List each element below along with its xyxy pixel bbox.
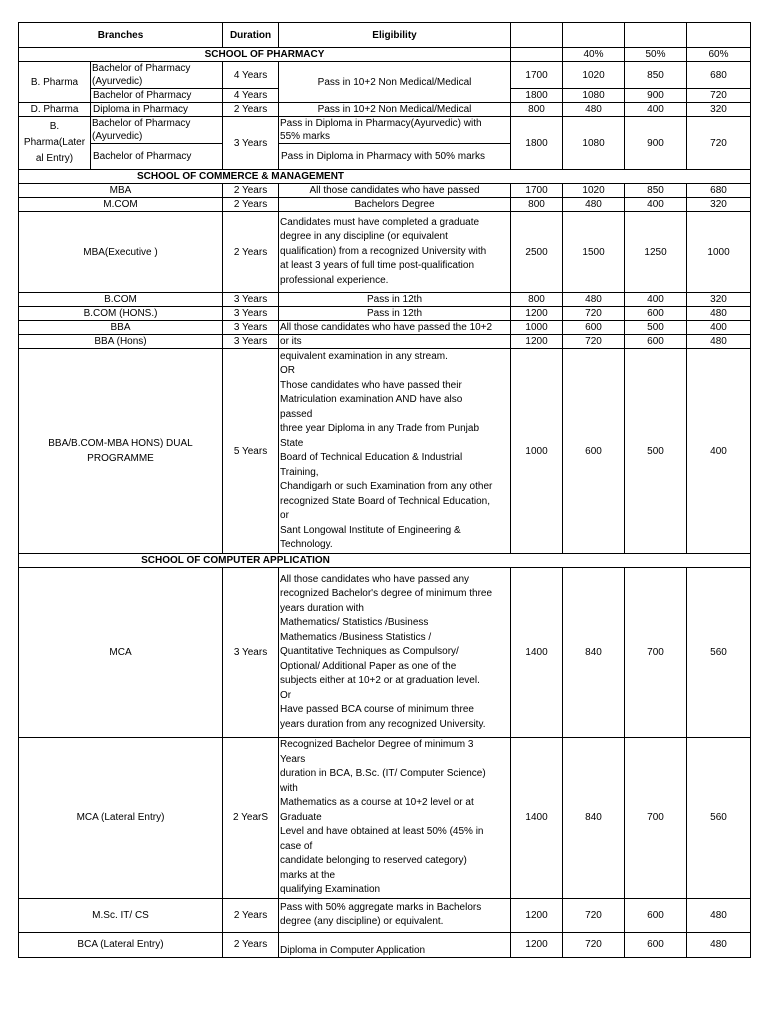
fee-cell: 600 [563,349,625,554]
branch-cell: MCA (Lateral Entry) [19,738,223,899]
fee-cell: 1200 [511,932,563,957]
fee-cell: 900 [625,117,687,170]
fee-cell: 1800 [511,89,563,103]
fee-cell: 1000 [511,349,563,554]
fee-cell: 500 [625,321,687,335]
fee-cell: 720 [563,932,625,957]
eligibility-cell: Pass in 10+2 Non Medical/Medical [279,62,511,103]
duration-cell: 3 Years [223,293,279,307]
branch-cell: B.COM [19,293,223,307]
eligibility-cell: Diploma in Computer Application [279,932,511,957]
fee-cell: 850 [625,184,687,198]
fee-cell: 480 [563,293,625,307]
fee-cell: 2500 [511,212,563,293]
eligibility-cell: All those candidates who have passed any recognized Bachelor's degree of minimum three years duration with Mathematics/ Statistics /Business Mathematics /Business Statistics / Quantitative Techniques as Compulsory/ Optional/ Additional Paper as one of the subjects either at 10+2 or at graduation level. Or Have passed BCA course of minimum three years duration from any recognized University. [279,568,511,738]
fee-cell: 480 [687,898,751,932]
duration-cell: 2 Years [223,932,279,957]
branch-cell: B. Pharma(Later al Entry) [19,117,91,170]
eligibility-cell: All those candidates who have passed the 10+2 [279,321,511,335]
table-row [19,212,751,293]
fee-cell: 400 [687,321,751,335]
branch-cell: BCA (Lateral Entry) [19,932,223,957]
fee-cell: 1400 [511,738,563,899]
fee-cell: 900 [625,89,687,103]
fee-cell: 720 [687,89,751,103]
section-pharmacy: SCHOOL OF PHARMACY [19,48,511,62]
duration-cell: 3 Years [223,321,279,335]
table-row [19,932,751,957]
eligibility-cell: Pass in 12th [279,307,511,321]
fee-cell: 1080 [563,117,625,170]
fee-cell: 1400 [511,568,563,738]
fee-cell: 600 [625,932,687,957]
fee-cell: 1080 [563,89,625,103]
fee-cell: 720 [563,898,625,932]
fee-cell: 400 [625,198,687,212]
fee-cell: 1000 [687,212,751,293]
fee-cell: 480 [687,932,751,957]
fee-cell: 840 [563,738,625,899]
section-row [19,48,751,62]
branch-cell: BBA/B.COM-MBA HONS) DUAL PROGRAMME [19,349,223,554]
course-cell: Bachelor of Pharmacy [91,144,223,170]
fee-cell: 1000 [511,321,563,335]
fee-cell: 480 [687,335,751,349]
duration-cell: 2 Years [223,198,279,212]
branch-cell: MBA(Executive ) [19,212,223,293]
table-row [19,568,751,738]
header-branches: Branches [19,23,223,48]
pct-40: 40% [563,48,625,62]
fee-cell: 680 [687,184,751,198]
pct-60: 60% [687,48,751,62]
fee-cell: 850 [625,62,687,89]
eligibility-cell: Pass in Diploma in Pharmacy with 50% marks [279,144,511,170]
fee-cell: 720 [687,117,751,170]
table-row [19,184,751,198]
eligibility-cell: Pass in 10+2 Non Medical/Medical [279,103,511,117]
duration-cell: 4 Years [223,62,279,89]
table-row [19,293,751,307]
duration-cell: 2 YearS [223,738,279,899]
duration-cell: 3 Years [223,335,279,349]
fee-cell: 480 [563,103,625,117]
fee-cell: 1200 [511,307,563,321]
fee-cell: 700 [625,568,687,738]
fee-cell: 600 [625,898,687,932]
eligibility-cell: All those candidates who have passed [279,184,511,198]
duration-cell: 5 Years [223,349,279,554]
fee-cell: 800 [511,198,563,212]
table-row [19,62,751,89]
header-row [19,23,751,48]
eligibility-cell: Pass with 50% aggregate marks in Bachelors degree (any discipline) or equivalent. [279,898,511,932]
duration-cell: 2 Years [223,898,279,932]
fee-cell: 1200 [511,898,563,932]
table-row [19,198,751,212]
fee-cell: 1700 [511,62,563,89]
branch-cell: B.COM (HONS.) [19,307,223,321]
fee-cell: 800 [511,293,563,307]
fee-cell: 1020 [563,62,625,89]
fee-cell: 1800 [511,117,563,170]
section-commerce: SCHOOL OF COMMERCE & MANAGEMENT [19,170,751,184]
fee-cell: 1200 [511,335,563,349]
duration-cell: 4 Years [223,89,279,103]
eligibility-cell: equivalent examination in any stream. OR Those candidates who have passed their Matriculation examination AND have also passed three year Diploma in any Trade from Punjab State Board of Technical Education & Industrial Training, Chandigarh or such Examination from any other recognized State Board of Technical Education, or Sant Longowal Institute of Engineering & Technology. [279,349,511,554]
fee-cell: 1250 [625,212,687,293]
course-cell: Bachelor of Pharmacy (Ayurvedic) [91,117,223,144]
branch-cell: M.COM [19,198,223,212]
fee-structure-table [18,22,751,958]
fee-cell: 720 [563,307,625,321]
duration-cell: 2 Years [223,212,279,293]
duration-cell: 2 Years [223,184,279,198]
fee-cell: 840 [563,568,625,738]
section-row [19,554,751,568]
fee-cell: 720 [563,335,625,349]
branch-cell: B. Pharma [19,62,91,103]
eligibility-cell: Candidates must have completed a graduate degree in any discipline (or equivalent qualification) from a recognized University with at least 3 years of full time post-qualification professional experience. [279,212,511,293]
eligibility-cell: Pass in 12th [279,293,511,307]
fee-cell: 400 [625,293,687,307]
branch-cell: D. Pharma [19,103,91,117]
fee-cell: 500 [625,349,687,554]
duration-cell: 3 Years [223,568,279,738]
branch-cell: BBA [19,321,223,335]
duration-cell: 3 Years [223,117,279,170]
table-row [19,321,751,335]
fee-cell: 1020 [563,184,625,198]
fee-cell: 320 [687,198,751,212]
course-cell: Bachelor of Pharmacy [91,89,223,103]
duration-cell: 2 Years [223,103,279,117]
fee-cell: 600 [563,321,625,335]
course-cell: Diploma in Pharmacy [91,103,223,117]
header-duration: Duration [223,23,279,48]
eligibility-cell: Recognized Bachelor Degree of minimum 3 Years duration in BCA, B.Sc. (IT/ Computer Science) with Mathematics as a course at 10+2 level or at Graduate Level and have obtained at least 50% (45% in case of candidate belonging to reserved category) marks at the qualifying Examination [279,738,511,899]
fee-cell: 480 [687,307,751,321]
fee-cell: 400 [625,103,687,117]
fee-cell: 480 [563,198,625,212]
branch-cell: MBA [19,184,223,198]
table-row [19,898,751,932]
eligibility-cell: or its [279,335,511,349]
fee-cell: 320 [687,293,751,307]
duration-cell: 3 Years [223,307,279,321]
table-row [19,307,751,321]
table-row [19,103,751,117]
pct-50: 50% [625,48,687,62]
eligibility-cell: Pass in Diploma in Pharmacy(Ayurvedic) with 55% marks [279,117,511,144]
fee-cell: 560 [687,738,751,899]
fee-cell: 600 [625,307,687,321]
fee-cell: 1500 [563,212,625,293]
header-eligibility: Eligibility [279,23,511,48]
table-row [19,335,751,349]
eligibility-cell: Bachelors Degree [279,198,511,212]
fee-cell: 600 [625,335,687,349]
table-row [19,738,751,899]
table-row [19,349,751,554]
fee-cell: 1700 [511,184,563,198]
fee-cell: 680 [687,62,751,89]
course-cell: Bachelor of Pharmacy (Ayurvedic) [91,62,223,89]
fee-cell: 400 [687,349,751,554]
fee-cell: 560 [687,568,751,738]
section-row [19,170,751,184]
table-row [19,117,751,144]
fee-cell: 800 [511,103,563,117]
fee-cell: 700 [625,738,687,899]
fee-cell: 320 [687,103,751,117]
branch-cell: M.Sc. IT/ CS [19,898,223,932]
section-computer: SCHOOL OF COMPUTER APPLICATION [19,554,751,568]
branch-cell: BBA (Hons) [19,335,223,349]
branch-cell: MCA [19,568,223,738]
